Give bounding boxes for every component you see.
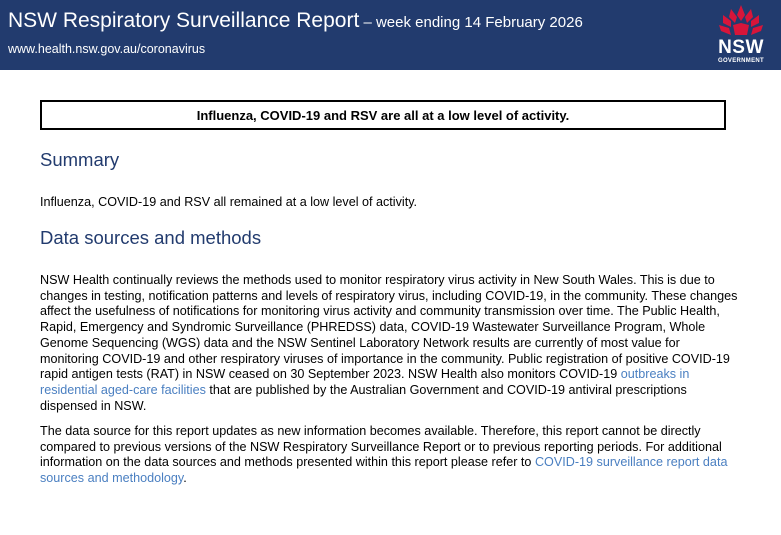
- header-url[interactable]: www.health.nsw.gov.au/coronavirus: [8, 42, 206, 56]
- report-header: [0, 0, 781, 70]
- logo-government-text: GOVERNMENT: [717, 58, 764, 64]
- waratah-icon: [709, 3, 773, 39]
- methods-heading: Data sources and methods: [40, 227, 262, 248]
- key-message-box: [40, 100, 726, 130]
- aged-care-outbreaks-link[interactable]: outbreaks in residential aged-care facilities: [40, 367, 690, 397]
- methods-p2-text: The data source for this report updates as new information becomes available. Therefore, this report cannot be directly compared to previous versions of the NSW Respiratory Surveillance Report or to previous reporting periods. For additional information on the data sources and methods presented within this report please refer to: [40, 424, 722, 470]
- report-title-text: NSW Respiratory Surveillance Report: [8, 9, 360, 32]
- methods-p1-text: NSW Health continually reviews the methods used to monitor respiratory virus activity in New South Wales. This is due to changes in testing, notification patterns and levels of respiratory virus, including COVID-19, in the community. These changes affect the usefulness of notifications for monitoring virus activity and community transmission over time. The Public Health, Rapid, Emergency and Syndromic Surveillance (PHREDSS) data, COVID-19 Wastewater Surveillance Program, Whole Genome Sequencing (WGS) data and the NSW Sentinel Laboratory Network results are currently of most value for monitoring COVID-19 and other respiratory viruses of importance in the community. Public registration of positive COVID-19 rapid antigen tests (RAT) in NSW ceased on 30 September 2023. NSW Health also monitors COVID-19: [40, 273, 738, 382]
- key-message-text: Influenza, COVID-19 and RSV are all at a low level of activity.: [196, 107, 570, 123]
- report-week: – week ending 14 February 2026: [359, 14, 583, 31]
- methods-p2-text-end: .: [183, 471, 187, 486]
- methods-paragraph-2: [40, 424, 740, 487]
- data-sources-methodology-link[interactable]: COVID-19 surveillance report data sources and methodology: [40, 455, 728, 486]
- logo-nsw-text: NSW: [718, 37, 764, 58]
- summary-heading: Summary: [40, 149, 120, 170]
- report-title: [8, 8, 583, 36]
- summary-text: Influenza, COVID-19 and RSV all remained at a low level of activity.: [40, 195, 418, 209]
- methods-paragraph-1: [40, 273, 740, 414]
- methods-p1-text-end: that are published by the Australian Government and COVID-19 antiviral prescriptions dispensed in NSW.: [40, 382, 687, 413]
- nsw-government-logo: [709, 3, 773, 67]
